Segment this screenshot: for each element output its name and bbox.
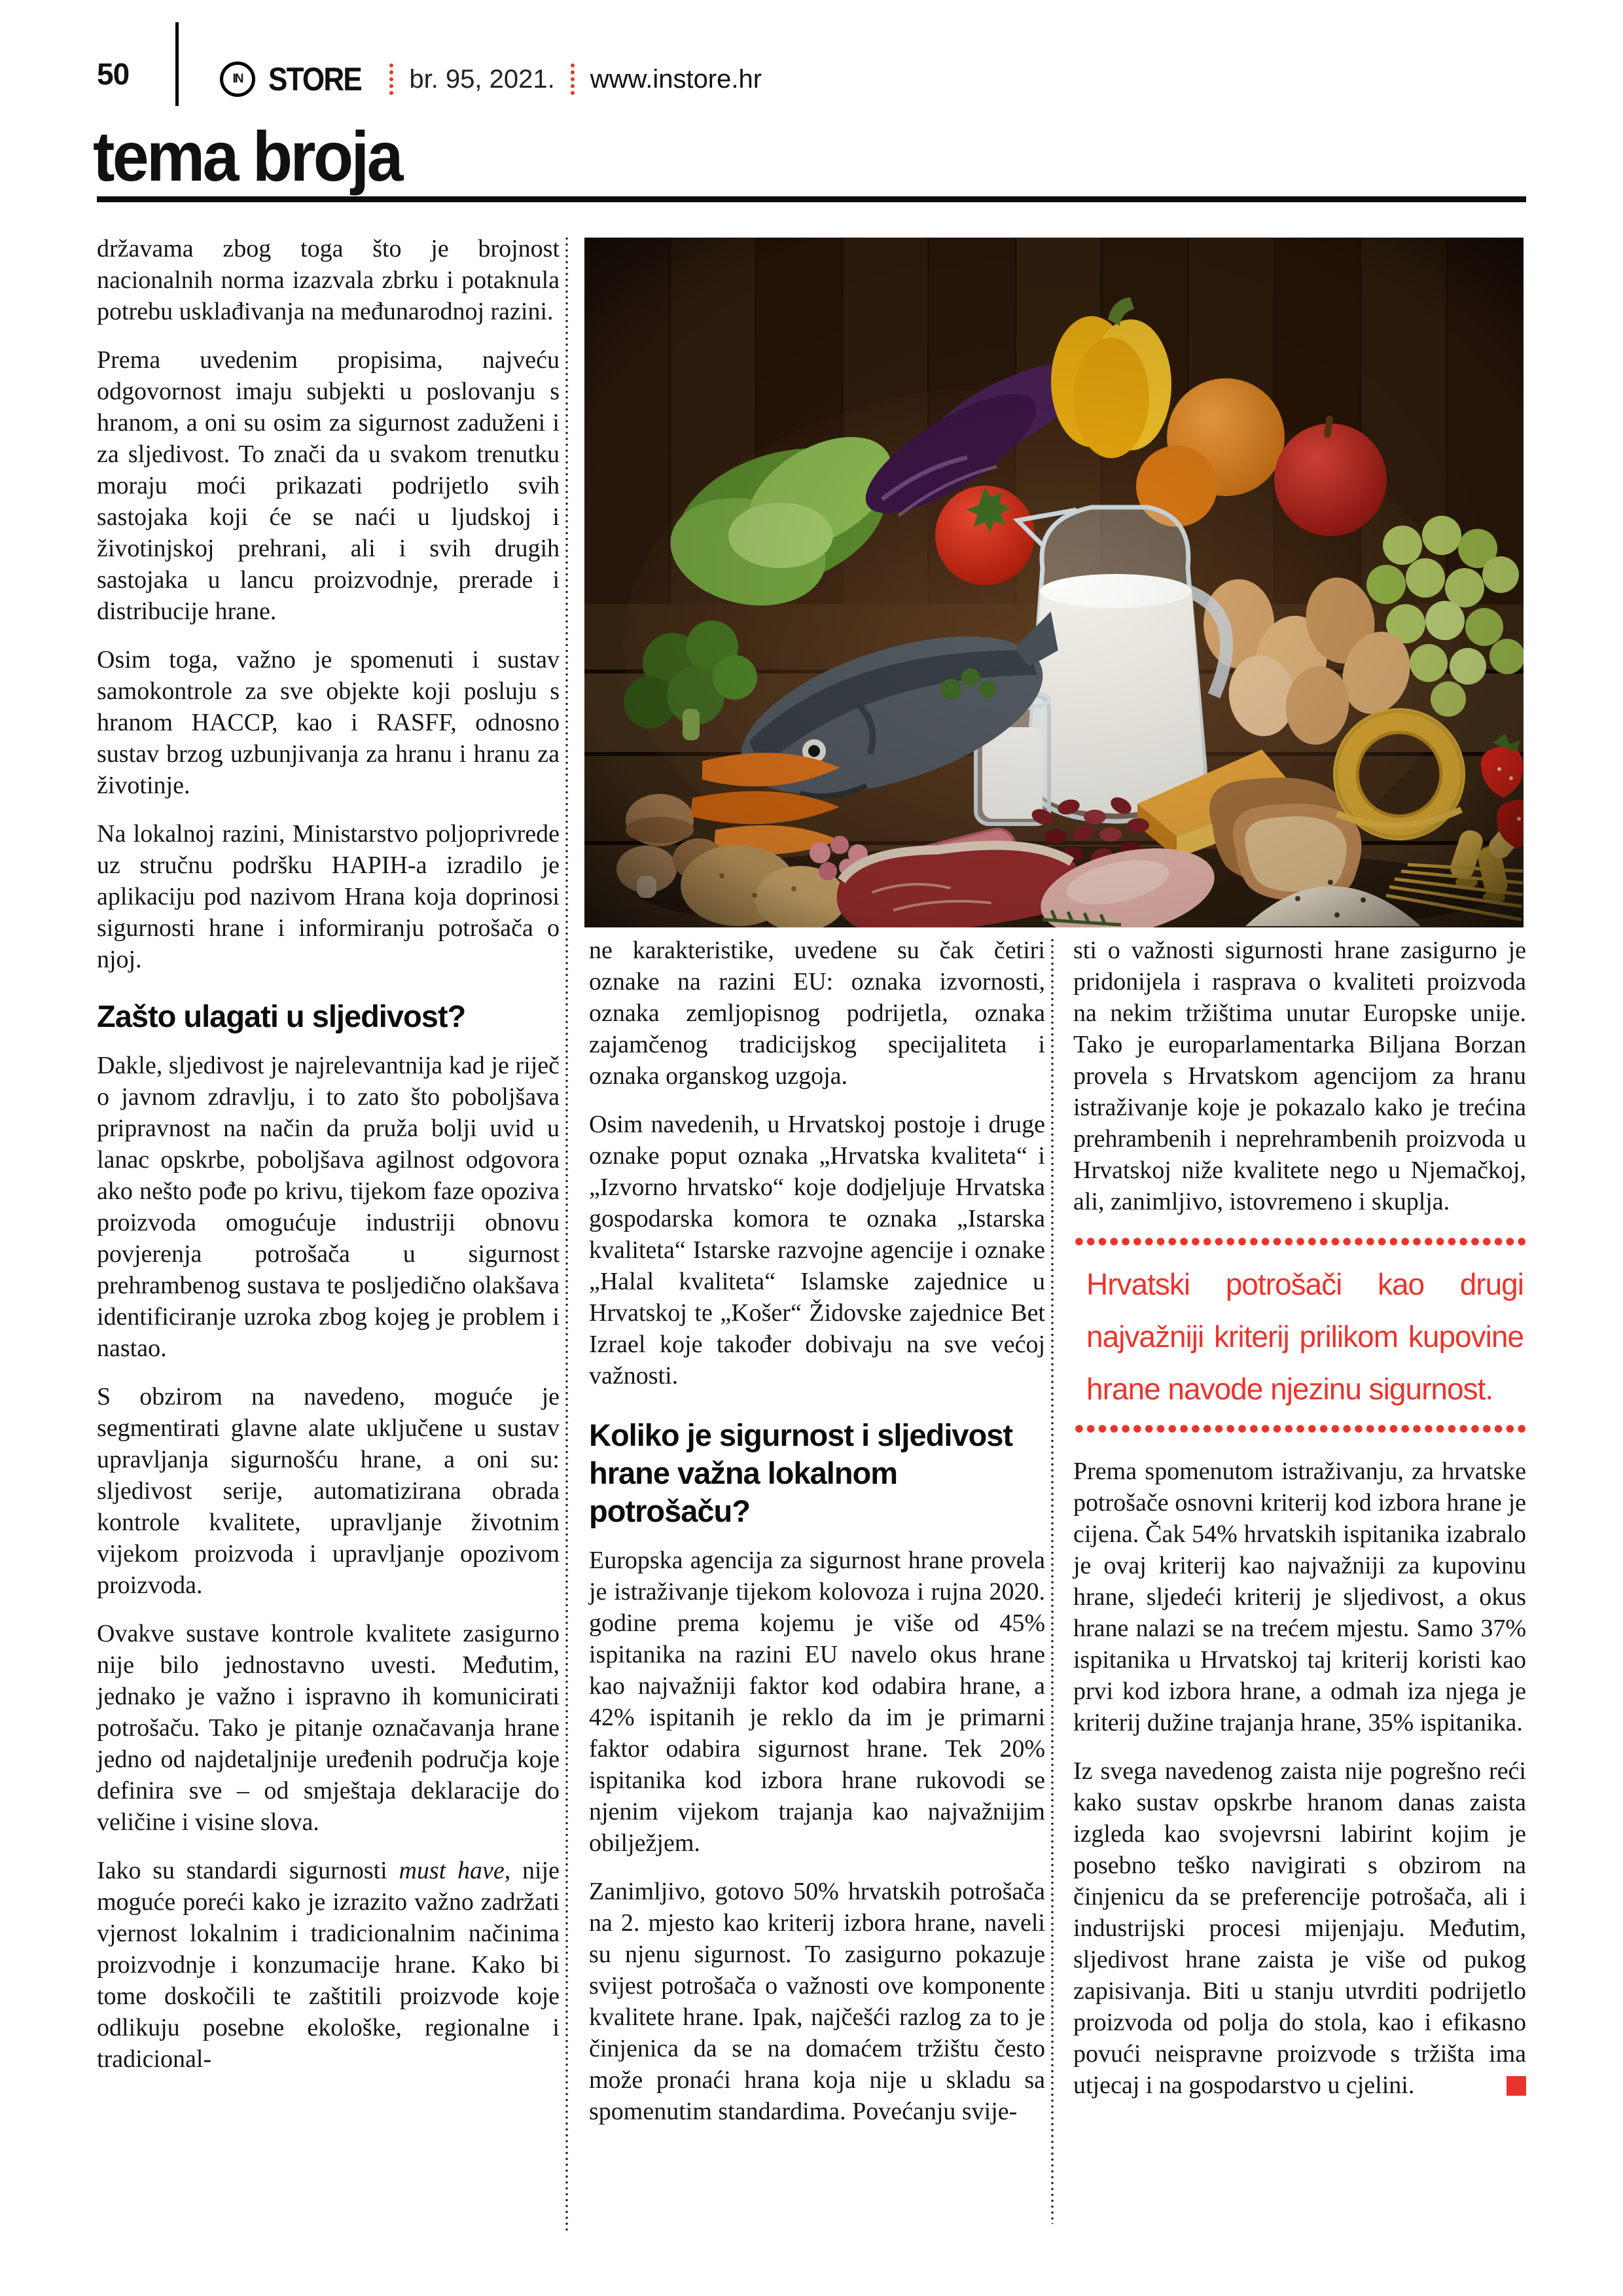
pull-quote xyxy=(1073,1236,1526,1435)
paragraph: Prema uvedenim propisima, najveću odgovornost imaju subjekti u poslovanju s hranom, a oni su osim za sigurnost zaduženi i za sljedivost. To znači da u svakom trenutku moraju moći prikazati podrijetlo svih sastojaka koji će se naći u ljudskoj i životinjskoj prehrani, ali i svih drugih sastojaka u lancu proizvodnje, prerade i distribucije hrane. xyxy=(97,346,560,625)
column-separator xyxy=(565,236,568,2231)
pull-quote-text: Hrvatski potrošači kao drugi najvažniji kriterij prilikom kupovine hrane navode njezinu sigurnost. xyxy=(1086,1267,1524,1406)
text-run: Iz svega navedenog zaista nije pogrešno reći kako sustav opskrbe hranom danas zaista izgleda kao svojevrsni labirint kojim je posebno teško navigirati s obzirom na činjenicu da se preferencije potrošača, ali i industrijski procesi mijenjaju. Međutim, sljedivost hrane zaista je više od pukog zapisivanja. Biti u stanju utvrditi podrijetlo proizvoda od polja do stola, kao i efikasno povući neispravne proizvode s tržišta ima utjecaj i na gospodarstvo u cjelini. xyxy=(1073,1757,1526,2099)
page-number: 50 xyxy=(97,57,130,91)
header xyxy=(220,60,762,98)
header-divider xyxy=(175,22,179,106)
paragraph: Europska agencija za sigurnost hrane provela je istraživanje tijekom kolovoza i rujna 2020. godine prema kojemu je više od 45% ispitanika na razini EU navelo okus hrane kao najvažniji faktor kod odabira hrane, a 42% ispitanih je reklo da im je primarni faktor odabira sigurnost hrane. Tek 20% ispitanika kod izbora hrane rukovodi se njenim vijekom trajanja kao najvažnijim obilježjem. xyxy=(589,1547,1045,1857)
text-run: , nije moguće poreći kako je izrazito važno zadržati vjernost lokalnim i tradicionalnim načinima proizvodnje i konzumacije hrane. Kako bi tome doskočili te zaštitili proizvode koje odlikuju posebne ekološke, regionalne i tradicional- xyxy=(97,1857,560,2073)
section-heading: Zašto ulagati u sljedivost? xyxy=(97,999,466,1033)
paragraph: S obzirom na navedeno, moguće je segmentirati glavne alate uključene u sustav upravljanja sigurnošću hrane, a oni su: sljedivost serije, automatizirana obrada kontrole kvalitete, upravljanje životnim vijekom proizvoda i upravljanje opozivom proizvoda. xyxy=(97,1383,560,1599)
paragraph: Osim navedenih, u Hrvatskoj postoje i druge oznake poput oznaka „Hrvatska kvaliteta“ i „Izvorno hrvatsko“ koje dodjeljuje Hrvatska gospodarska komora te oznaka „Istarska kvaliteta“ Istarske razvojne agencije i oznake „Halal kvaliteta“ Islamske zajednice u Hrvatskoj te „Košer“ Židovske zajednice Bet Izrael koje također dobivaju na sve većoj važnosti. xyxy=(589,1111,1045,1390)
red-dotted-separator xyxy=(389,63,393,95)
italic-phrase: must have xyxy=(399,1857,505,1884)
article-column-2 xyxy=(589,935,1045,2144)
paragraph: državama zbog toga što je brojnost nacionalnih norma izazvala zbrku i potaknula potrebu usklađivanja na međunarodnoj razini. xyxy=(97,235,560,325)
paragraph: sti o važnosti sigurnosti hrane zasigurno je pridonijela i rasprava o kvaliteti proizvoda na nekim tržištima unutar Europske unije. Tako je europarlamentarka Biljana Borzan provela s Hrvatskom agencijom za hranu istraživanje koje je pokazalo kako je trećina prehrambenih i neprehrambenih proizvoda u Hrvatskoj niže kvalitete nego u Njemačkoj, ali, zanimljivo, istovremeno i skuplja. xyxy=(1073,937,1526,1215)
paragraph: Zanimljivo, gotovo 50% hrvatskih potrošača na 2. mjesto kao kriterij izbora hrane, naveli su njenu sigurnost. To zasigurno pokazuje svijest potrošača o važnosti ove komponente kvalitete hrane. Ipak, najčešći razlog za to je činjenica da se na domaćem tržištu često može pronaći hrana koja nije u skladu sa spomenutim standardima. Povećanju svije- xyxy=(589,1878,1045,2125)
paragraph: Prema spomenutom istraživanju, za hrvatske potrošače osnovni kriterij kod izbora hrane je cijena. Čak 54% hrvatskih ispitanika izabralo je ovaj kriterij kao najvažniji za kupovinu hrane, sljedeći kriterij je sljedivost, a okus hrane nalazi se na trećem mjestu. Samo 37% ispitanika u Hrvatskoj taj kriterij koristi kao prvi kod izbora hrane, a odmah iza njega je kriterij dužine trajanja hrane, 35% ispitanika. xyxy=(1073,1458,1526,1736)
article-column-1 xyxy=(97,233,560,2092)
article-column-3 xyxy=(1073,935,1526,2118)
column-separator xyxy=(1051,937,1054,2224)
paragraph: Ovakve sustave kontrole kvalitete zasigurno nije bilo jednostavno uvesti. Međutim, jednako je važno i ispravno ih komunicirati potrošaču. Tako je pitanje označavanja hrane jedno od najdetaljnije uređenih područja koje definira sve – od smještaja deklaracije do veličine i visine slova. xyxy=(97,1620,560,1836)
end-of-article-marker xyxy=(1507,2076,1526,2096)
title-rule xyxy=(97,196,1526,202)
paragraph: Dakle, sljedivost je najrelevantnija kad je riječ o javnom zdravlju, i to zato što poboljšava pripravnost na način da pruža bolji uvid u lanac opskrbe, poboljšava agilnost odgovora ako nešto pođe po krivu, tijekom faze opoziva proizvoda omogućuje industriji obnovu povjerenja potrošača u sigurnost prehrambenog sustava te posljedično olakšava identificiranje uzroka zbog kojeg je problem i nastao. xyxy=(97,1052,560,1362)
quote-dots-top xyxy=(1073,1236,1526,1247)
issue-number: br. 95, 2021. xyxy=(409,64,555,94)
paragraph: Na lokalnoj razini, Ministarstvo poljoprivrede uz stručnu podršku HAPIH-a izradilo je aplikaciju pod nazivom Hrana koja doprinosi sigurnosti hrane i informiranju potrošača o njoj. xyxy=(97,820,560,973)
food-still-life-photo xyxy=(584,238,1524,927)
paragraph: Osim toga, važno je spomenuti i sustav samokontrole za sve objekte koji posluju s hranom HACCP, kao i RASFF, odnosno sustav brzog uzbunjivanja za hranu i hranu za životinje. xyxy=(97,646,560,799)
text-run: Iako su standardi sigurnosti xyxy=(97,1857,399,1884)
paragraph: ne karakteristike, uvedene su čak četiri oznake na razini EU: oznaka izvornosti, oznaka zemljopisnog podrijetla, oznaka zajamčenog tradicijskog specijaliteta i oznaka organskog uzgoja. xyxy=(589,937,1045,1090)
section-heading: Koliko je sigurnost i sljedivost hrane važna lokalnom potrošaču? xyxy=(589,1418,1013,1528)
instore-logo-icon: IN xyxy=(220,62,255,97)
logo-store-text: STORE xyxy=(268,61,361,98)
paragraph xyxy=(97,1855,560,2075)
website-url: www.instore.hr xyxy=(590,64,762,94)
quote-dots-bottom xyxy=(1073,1423,1526,1435)
red-dotted-separator xyxy=(571,63,575,95)
paragraph xyxy=(1073,1755,1526,2101)
section-title: tema broja xyxy=(93,117,401,196)
